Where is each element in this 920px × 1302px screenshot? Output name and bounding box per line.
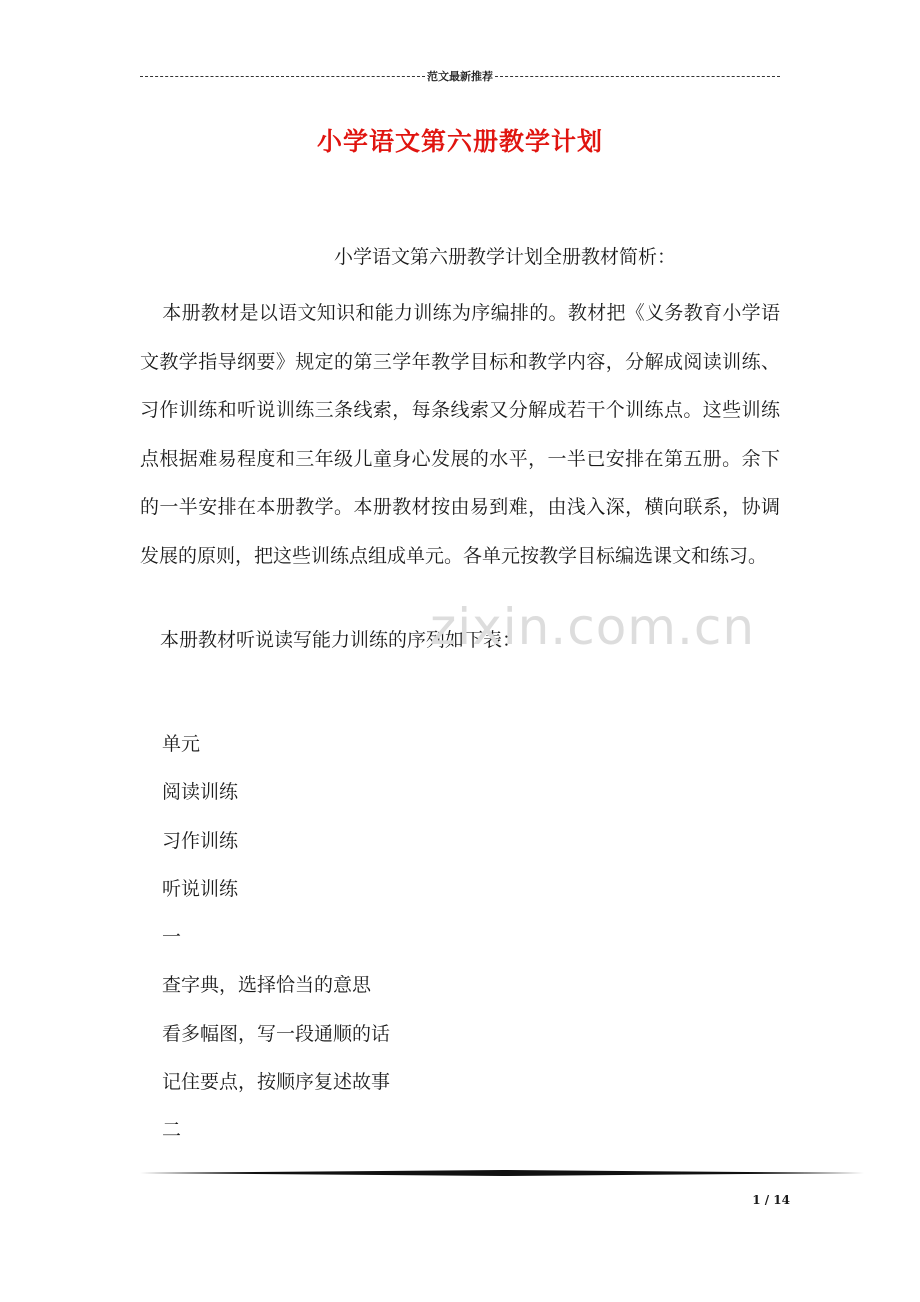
table-line: 一 (162, 926, 182, 949)
training-table-list (162, 720, 390, 1155)
watermark: zixin.com.cn (430, 598, 756, 656)
footer-rule (140, 1168, 864, 1178)
table-line: 习作训练 (162, 829, 239, 852)
header-label: 范文最新推荐 (427, 70, 493, 83)
page-header (140, 66, 780, 86)
table-line: 记住要点，按顺序复述故事 (162, 1071, 391, 1094)
table-line: 听说训练 (162, 877, 239, 900)
header-dashed-line-left (140, 76, 425, 77)
document-title: 小学语文第六册教学计划 (316, 127, 603, 156)
paragraph-2: 本册教材听说读写能力训练的序列如下表： (160, 629, 522, 651)
table-line: 查字典，选择恰当的意思 (162, 974, 372, 997)
page-number: 1 / 14 (752, 1193, 790, 1207)
header-dashed-line-right (495, 76, 780, 77)
intro-line: 小学语文第六册教学计划全册教材简析： (334, 246, 677, 268)
table-line: 看多幅图，写一段通顺的话 (162, 1022, 391, 1045)
table-line: 二 (162, 1119, 182, 1142)
table-line: 单元 (162, 733, 201, 755)
paragraph-1-text: 本册教材是以语文知识和能力训练为序编排的。教材把《义务教育小学语文教学指导纲要》规定的第三学年教学目标和教学内容，分解成阅读训练、习作训练和听说训练三条线索，每条线索又分解成若干个训练点。这些训练点根据难易程度和三年级儿童身心发展的水平，一半已安排在第五册。余下的一半安排在本册教学。本册教材按由易到难，由浅入深，横向联系，协调发展的原则，把这些训练点组成单元。各单元按教学目标编选课文和练习。 (140, 302, 780, 567)
paragraph-1 (140, 289, 780, 580)
table-line: 阅读训练 (162, 781, 239, 804)
